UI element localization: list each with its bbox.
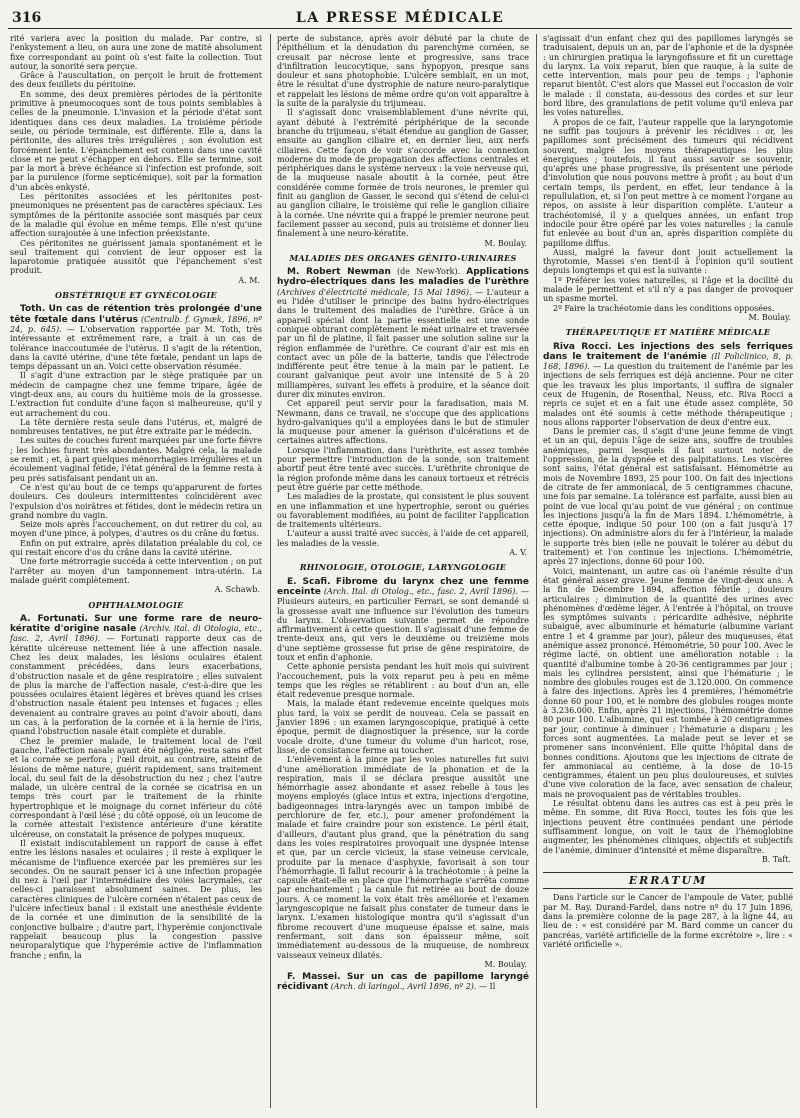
paragraph: Il s'agit d'une extraction par le siège pratiquée par un médecin de campagne chez une femme tripare, âgée de vingt-deux ans, au cours du huitième mois de la grossesse. L'extraction fut conduite d'une façon si malheureuse, qu'il y eut arrachement du cou. (10, 371, 262, 418)
paragraph: Les péritonites associées et les péritonites post-pneumoniques ne présentent pas de caractères spéciaux. Les symptômes de la péritonite associée sont masqués par ceux de la maladie qui évolue en même temps. Elle n'est qu'une affection surajoutée à une infection préexistante. (10, 192, 262, 239)
signature: B. Taft. (761, 854, 791, 864)
signature: M. Boulay. (484, 238, 527, 248)
article-title: Applications hydro-électriques dans les maladies de l'urèthre (277, 267, 530, 288)
paragraph: Grâce à l'auscultation, on perçoit le bruit de frottement des deux feuillets du péritoine. (10, 71, 262, 90)
paragraph: — L'auteur a eu l'idée d'utiliser le principe des bains hydro-électriques dans le traitement des maladies de l'urèthre. Grâce à un appareil spécial dont la partie essentielle est une sonde conique obturant complètement le méat urinaire et traversée par un fil de platine, il fait passer une solution saline sur la région enflammée de l'urèthre. Ce courant d'air est mis en contact avec un pôle de la batterie, tandis que l'électrode indifférente peut être tenue à la main par le patient. Le courant galvanique peut avoir une intensité de 5 à 20 milliampères, suivant les effets à produire, et la séance doit durer dix minutes environ. (277, 287, 529, 399)
column-2 (277, 34, 529, 993)
paragraph: Chez le premier malade, le traitement local de l'œil gauche, l'affection nasale ayant été négligée, resta sans effet et la cornée se perfora ; l'œil droit, au contraire, atteint de lésions de même nature, guérit rapidement, sans traitement local, du seul fait de la désobstruction du nez ; chez l'autre malade, un ulcère central de la cornée se cicatrisa en un temps très court par le traitement de la rhinite hypertrophique et le moignage du cornet inférieur du côté correspondant à l'œil lésé ; du côté opposé, où un leucome de la cornée attestait l'existence antérieure d'une kératite ulcéreuse, on constatait la présence de polypes muqueux. (10, 736, 262, 839)
paragraph: Le résultat obtenu dans les autres cas est à peu près le même. En somme, dit Riva Rocci, toutes les fois que les injections peuvent être continuées pendant une période suffisamment longue, on voit le taux de l'hémoglobine augmenter, les phénomènes cliniques, objectifs et subjectifs de l'anémie, diminuer d'intensité et même disparaître. (543, 799, 793, 855)
article-reference: (Arch. di laringol., Avril 1896, nº 2). (330, 982, 477, 992)
article-author: M. Robert Newman (287, 267, 391, 278)
article-lead (10, 304, 262, 371)
paragraph: Ces péritonites ne guérissent jamais spontanément et le seul traitement qui convient de leur opposer est la laparotomie pratiquée aussitôt que l'épanchement s'est produit. (10, 238, 262, 276)
article-title: Un cas de rétention très prolongée d'une tête fœtale dans l'utérus (10, 304, 262, 325)
paragraph: — L'observation rapportée par M. Toth, très intéressante et extrêmement rare, a trait à un cas de tolérance inaccoutumée de l'utérus. Il s'agit de la rétention, dans la cavité utérine, d'une tête fœtale, pendant un laps de temps dépassant un an. Voici cette observation résumée. (10, 324, 263, 372)
signature: M. Boulay. (748, 312, 791, 322)
column-1 (10, 34, 262, 960)
article-author: F. Massei. (287, 972, 341, 983)
paragraph: Une forte métrorragie succéda à cette intervention ; on put l'arrêter au moyen d'un tamponnement intra-utérin. La malade guérit complètement. (10, 557, 262, 585)
section-heading: OPHTHALMOLOGIE (88, 599, 184, 610)
paragraph: L'enlèvement à la pince par les voies naturelles fut suivi d'une amélioration immédiate de la phonation et de la respiration, mais il se déclara presque aussitôt une hémorrhagie assez abondante et assez rebelle à tous les moyens employés (glace intus et extra, injections d'ergotine, badigeonnages intra-laryngés avec un tampon imbibé de perchlorure de fer, etc.), pour amener profondément la malade et faire craindre pour son existence. Le péril était, d'ailleurs, d'autant plus grand, que la pénétration du sang dans les voies respiratoires provoquait une dyspnée intense et que, par un cercle vicieux, la stase veineuse cervicale, produite par la menace d'asphyxie, favorisait à son tour l'hémorrhagie. Il fallut recourir à la trachéotomie : à peine la capsule était-elle en place que l'hémorrhagie s'arrêta comme par enchantement ; la canule fut retirée au bout de douze jours. À ce moment la voix était très améliorée et l'examen laryngoscopique ne faisait plus constater de tumeur dans le larynx. L'examen histologique montra qu'il s'agissait d'un fibrome recouvert d'une muqueuse épaisse et saine, mais renfermant, soit dans son épaisseur même, soit immédiatement au-dessous de la muqueuse, de nombreux vaisseaux veineux dilatés. (277, 755, 529, 960)
erratum-title: ERRATUM (543, 872, 793, 889)
paragraph: La tête dernière resta seule dans l'utérus, et, malgré de nombreuses tentatives, ne put être extraite par le médecin. (10, 417, 262, 437)
column-divider (536, 34, 537, 1108)
paragraph: Les maladies de la prostate, qui consistent le plus souvent en une inflammation et une hypertrophie, seront ou guéries ou favorablement modifiées, au point de faciliter l'application de traitements ultérieurs. (277, 492, 529, 530)
article-author: Riva Rocci. (553, 341, 612, 352)
paragraph: Il existait indiscutablement un rapport de cause à effet entre les lésions nasales et oculaires ; il reste à expliquer le mécanisme de l'influence exercée par les premières sur les secondes. On ne saurait penser ici à une infection propagée du nez à l'œil par l'intermédiaire des voies lacrymales, car celles-ci paraissent absolument saines. De plus, les caractères cliniques de l'ulcère cornéen n'étaient pas ceux de l'ulcère infectieux banal : il existait une anesthésie évidente de la cornée et une diminution de la sensibilité de la conjonctive bulbaire ; d'autre part, l'hyperémie conjonctivale rappelait beaucoup plus la congestion passive neuroparalytique que l'hyperémie active de l'inflammation franche ; enfin, la (10, 838, 262, 960)
article-reference: (Arch. Ital. di Otolog., etc., fasc. 2, Avril 1896). (323, 586, 518, 596)
article-lead (10, 614, 262, 737)
journal-title: LA PRESSE MÉDICALE (295, 10, 505, 26)
paragraph: L'auteur a aussi traité avec succès, à l'aide de cet appareil, les maladies de la vessie. (277, 529, 529, 548)
article-title: Fibrome du larynx chez une femme enceinte (277, 576, 529, 597)
article-author: A. Fortunati. (20, 613, 88, 624)
article-lead (277, 577, 529, 663)
paragraph: Enfin on put extraire, après dilatation préalable du col, ce qui restait encore d'os du crâne dans la cavité utérine. (10, 538, 262, 558)
erratum-text: Dans l'article sur le Cancer de l'ampoule de Vater, publié par M. Ray. Durand-Fardel, dans notre nº du 17 Juin 1896, dans la première colonne de la page 287, à la ligne 44, au lieu de : « est considéré par M. Bard comme un cancer du pancréas, variété artificielle de la forme excrétoire », lire : « variété orificielle ». (543, 893, 793, 949)
paragraph: En somme, des deux premières périodes de la péritonite primitive à pneumocoques sont de tous points semblables à celles de la pneumonie. L'invasion et la période d'état sont identiques dans ces deux maladies. La troisième période seule, ou période terminale, est différente. Elle a, dans la péritonite, des allures très irrégulières ; son évolution est forcément lente. L'épanchement est contenu dans une cavité close et ne peut s'échapper en dehors. Elle se termine, soit par la mort à brève échéance si l'infection est profonde, soit par la purulence (forme septicémique), soit par la formation d'un abcès enkysté. (10, 89, 262, 192)
paragraph: À propos de ce fait, l'auteur rappelle que la laryngotomie ne suffit pas toujours à prévenir les récidives : or, les papillomes sont précisément des tumeurs qui récidivent souvent, malgré les moyens thérapeutiques les plus énergiques ; toutefois, il faut aussi savoir se souvenir, qu'après une phase progressive, ils présentent une période d'involution que nous pouvons mettre à profit ; au bout d'un certain temps, ils perdent, en effet, leur tendance à la repullulation, et, si l'on peut mettre à ce moment l'organe au repos, on assiste à leur disparition complète. L'auteur a trachéotomisé, il y a quelques années, un enfant trop indocile pour être opéré par les voies naturelles ; la canule fut enlevée au bout d'un an, après disparition complète du papillome diffus. (543, 117, 793, 248)
page-header (8, 10, 792, 29)
paragraph: — Il (479, 982, 496, 992)
paragraph: Mais, la malade étant redevenue enceinte quelques mois plus tard, la voix se perdit de nouveau. Cela se passait en Janvier 1896 : un examen laryngoscopique, pratiqué à cette époque, permit de diagnostiquer la présence, sur la corde vocale droite, d'une tumeur du volume d'un haricot, rose, lisse, de consistance ferme au toucher. (277, 699, 529, 755)
article-reference: (Archiv. ital. di Otologia, etc., fasc. 2, Avril 1896). (10, 624, 262, 644)
article-author-location: (de New-York). (396, 267, 461, 277)
signature: A. M. (238, 275, 260, 285)
paragraph: Les suites de couches furent marquées par une forte fièvre ; les lochies furent très abondantes. Malgré cela, la malade se remit ; et, à part quelques ménorrhagies irrégulières et un écoulement vaginal fétide, l'état général de la femme resta à peu près satisfaisant pendant un an. (10, 436, 262, 483)
paragraph: perte de substance, après avoir débuté par la chute de l'épithélium et la dénudation du parenchyme cornéen, se creusait par nécrose lente et progressive, sans trace d'infiltration leucocytique, sans hypopyon, presque sans douleur et sans photophobie. L'ulcère semblait, en un mot, être le résultat d'une dystrophie de nature neuro-paralytique et rappelait les lésions de même ordre qu'on voit apparaître à la suite de la paralysie du trijumeau. (277, 34, 529, 109)
article-reference: (Il Policlinico, 8, p. 168, 1896). (543, 351, 793, 372)
paragraph: 1º Préférer les voies naturelles, si l'âge et la docilité du malade le permettent et s'il n'y a pas danger de provoquer un spasme mortel. (543, 275, 793, 304)
section-heading: THÉRAPEUTIQUE ET MATIÈRE MÉDICALE (565, 327, 771, 338)
article-reference: (Centralb. f. Gynæk, 1896, nº 24, p. 645). (10, 314, 263, 334)
page-number: 316 (12, 10, 42, 26)
section-heading: RHINOLOGIE, OTOLOGIE, LARYNGOLOGIE (299, 562, 507, 573)
paragraph: — La question du traitement de l'anémie par les injections de sels ferriques est déjà ancienne. Pour ne citer que les travaux les plus importants, il suffira de signaler ceux de Hugenin, de Rosenthal, Neuss, etc. Riva Rocci a repris ce sujet et en a fait une étude assez complète, 50 malades ont été soumis à cette méthode thérapeutique ; nous allons rapporter l'observation de deux d'entre eux. (543, 362, 793, 427)
signature: A. V. (509, 548, 527, 558)
paragraph: 2º Faire la trachéotomie dans les conditions opposées. (553, 303, 775, 313)
paragraph: — Plusieurs auteurs, en particulier Ferrari, se sont demandé si la grossesse avait une influence sur l'évolution des tumeurs du larynx. L'observation suivante permet de répondre affirmativement à cette question. Il s'agissait d'une femme de trente-deux ans, qui vers le deuxième ou treizième mois d'une septième grossesse fut prise de gêne respiratoire, de toux et enfin d'aphonie. (277, 586, 530, 662)
section-heading: OBSTÉTRIQUE ET GYNÉCOLOGIE (55, 290, 217, 301)
erratum-box (543, 872, 793, 949)
article-reference: (Archives d'électricité médicale, 15 Mai 1896). (277, 287, 472, 297)
paragraph: Cette aphonie persista pendant les huit mois qui suivirent l'accouchement, puis la voix reparut peu à peu en même temps que les règles se rétablirent : au bout d'un an, elle était redevenue presque normale. (277, 662, 529, 700)
paragraph: s'agissait d'un enfant chez qui des papillomes laryngés se traduisaient, depuis un an, par de l'aphonie et de la dyspnée : un chirurgien pratiqua la laryngofissure et fit un curettage du larynx. La voix reparut, bien que rauque, à la suite de cette intervention, mais pour peu de temps ; l'aphonie reparut bientôt. C'est alors que Massei eut l'occasion de voir le malade : il constata, au-dessous des cordes et sur leur bord libre, des granulations de petit volume qu'il enleva par les voies naturelles. (543, 34, 793, 118)
article-lead (277, 267, 529, 399)
paragraph: Aussi, malgré la faveur dont jouit actuellement la thyrotomie, Massei s'en tient-il à l'opinion qu'il soutient depuis longtemps et qui est la suivante : (543, 247, 793, 276)
paragraph: Cet appareil peut servir pour la faradisation, mais M. Newmann, dans ce travail, ne s'occupe que des applications hydro-galvaniques qu'il a employées dans le but de stimuler la muqueuse pour amener la guérison d'ulcérations et de certaines autres affections. (277, 399, 529, 446)
column-divider (270, 34, 271, 1108)
section-heading: MALADIES DES ORGANES GÉNITO-URINAIRES (289, 252, 517, 263)
signature: M. Boulay. (484, 959, 527, 969)
paragraph: Il s'agissait donc vraisemblablement d'une névrite qui, ayant débuté à l'extrémité périphérique de la seconde branche du trijumeau, s'était étendue au ganglion de Gasser, ensuite au ganglion ciliaire et, en dernier lieu, aux nerfs ciliaires. Cette façon de voir s'accorde avec la connexion moderne du mode de propagation des affections centrales et périphériques dans le système nerveux : la voie nerveuse qui, de la muqueuse nasale aboutit à la cornée, peut être considérée comme formée de trois neurones, le premier qui finit au ganglion de Gasser, le second qui s'étend de celui-ci au ganglion ciliaire, le troisième qui relie le ganglion ciliaire à la cornée. Une névrite qui a frappé le premier neurone peut facilement passer au second, puis au troisième et donner lieu finalement à une neuro-kératite. (277, 108, 529, 239)
article-title: Les injections des sels ferriques dans le traitement de l'anémie (543, 341, 793, 362)
article-lead (277, 972, 529, 993)
paragraph: Ce n'est qu'au bout de ce temps qu'apparurent de fortes douleurs. Ces douleurs intermittentes coïncidèrent avec l'expulsion d'os noirâtres et fétides, dont le médecin retira un grand nombre du vagin. (10, 482, 262, 520)
signature: A. Schawb. (214, 585, 260, 595)
article-author: E. Scafi. (287, 576, 331, 587)
paragraph: rité variera avec la position du malade. Par contre, si l'enkystement a lieu, on aura une zone de matité absolument fixe correspondant au point où s'est faite la collection. Tout autour, la sonorité sera perçue. (10, 34, 262, 71)
paragraph: Dans le premier cas, il s'agit d'une jeune femme de vingt et un an qui, depuis l'âge de seize ans, souffre de troubles anémiques, parmi lesquels il faut surtout noter de l'oppression, de la dyspnée et des palpitations. Les viscères sont sains, l'état général est satisfaisant. Hémométrie au mois de Novembre 1893, 25 pour 100. On fait des injections de citrate de fer ammoniacal, de 5 centigrammes chacune, une fois par semaine. La tolérance est parfaite, aussi bien au point de vue local qu'au point de vue général ; on continue les injections jusqu'à la fin de Mars 1894. L'hémométrie, à cette époque, indique 50 pour 100 (on a fait jusqu'à 17 injections). On administre alors du fer à l'intérieur, la malade le supporte très bien (elle ne pouvait le tolérer au début du traitement) et l'on continue les injections. L'hémométrie, après 27 injections, donne 60 pour 100. (543, 427, 793, 567)
paragraph: — Fortunati rapporte deux cas de kératite ulcéreuse nettement liée à une affection nasale. Chez les deux malades, les lésions oculaires étaient constamment précédées, dans leurs exacerbations, d'obstruction nasale et de gêne respiratoire ; elles suivaient de plus la marche de l'affection nasale, c'est-à-dire que les poussées oculaires étaient légères et brèves quand les crises d'obstruction nasale étaient peu intenses et fugaces ; elles devenaient au contraire graves au point d'avoir abouti, dans un cas, à la perforation de la cornée et à la hernie de l'iris, quand l'obstruction nasale était complète et durable. (10, 634, 263, 737)
paragraph: Seize mois après l'accouchement, on dut retirer du col, au moyen d'une pince, à polypes, d'autres os du crâne du fœtus. (10, 520, 262, 539)
paragraph: Lorsque l'inflammation, dans l'urèthrite, est assez tombée pour permettre l'introduction de la sonde, son traitement abortif peut être tenté avec succès. L'urèthrite chronique de la région profonde même dans les canaux tortueux et rétrécis peut être guérie par cette méthode. (277, 445, 529, 492)
article-lead (543, 342, 793, 428)
article-title: Sur un cas de papillome laryngé récidivant (277, 972, 530, 993)
article-title: Sur une forme rare de neuro-kératite d'origine nasale (10, 613, 263, 635)
column-3 (543, 34, 793, 949)
paragraph: Voici, maintenant, un autre cas où l'anémie résulte d'un état général assez grave. Jeune femme de vingt-deux ans. À la fin de Décembre 1894, affection fébrile ; douleurs articulaires ; diminution de la quantité des urines avec phénomènes d'œdème léger. À l'entrée à l'hôpital, on trouve les symptômes suivants : péricardite adhésive, néphrite subaiguë, avec albuminurie et hématurie (albumine variant entre 1 et 4 gramme par jour), pâleur des muqueuses, état anémique assez prononcé. Hémométrie, 50 pour 100. Avec le régime lacté, on obtient une amélioration notable : la quantité d'albumine tombe à 20-36 centigrammes par jour ; mais les cylindres persistent, ainsi que l'hématurie ; le nombre des globules rouges est de 3.120.000. On commence à faire des injections. Après les 4 premières, l'hémométrie donne 60 pour 100, et le nombre des globules rouges monte à 3.236.000. Enfin, après 21 injections, l'hémométrie donne 80 pour 100. L'albumine, qui est tombée à 20 centigrammes par jour, continue à diminuer ; l'hématurie a disparu ; les forces sont augmentées. La malade peut se lever et se promener sans inconvénient. Elle quitte l'hôpital dans de bonnes conditions. Ajoutons que les injections de citrate de fer ammoniacal au centième, à la dose de 10-15 centigrammes, étaient un peu plus douloureuses, et suivies d'une vive coloration de la face, avec sensation de chaleur, mais ne provoquaient pas de véritables troubles. (543, 566, 793, 799)
article-author: Toth. (20, 304, 46, 315)
